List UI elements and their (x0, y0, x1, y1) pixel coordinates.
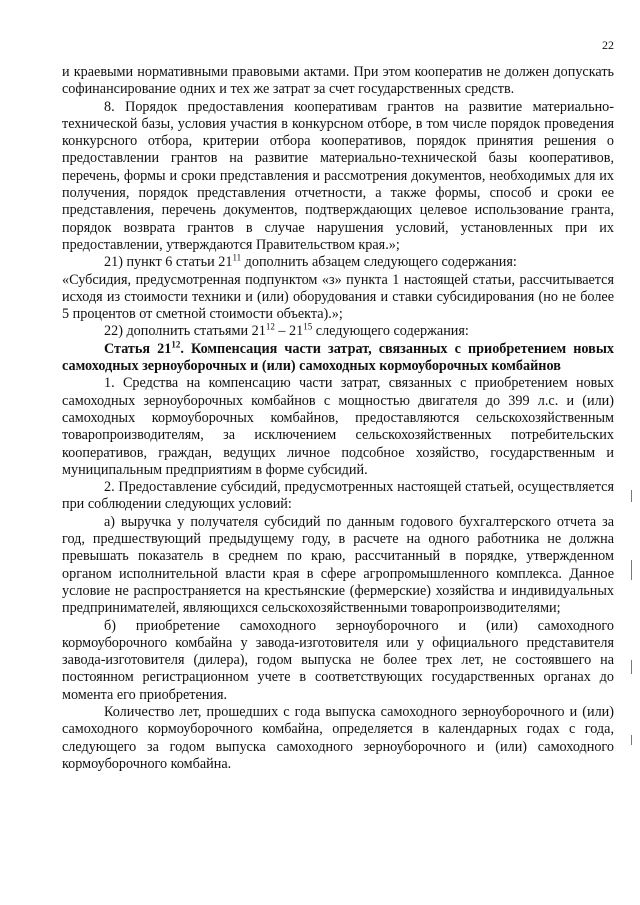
article-heading (62, 341, 614, 376)
item-22-text: 22) дополнить статьями 21 (104, 323, 266, 340)
item-22-dash: – 21 (274, 323, 304, 340)
item-21-text: 21) пункт 6 статьи 21 (104, 254, 233, 271)
paragraph-condition-b: б) приобретение самоходного зерноуборочного и (или) самоходного кормоуборочного комбайна у завода-изготовителя или у официального представителя завода-изготовителя (дилера), годом выпуска не более трех лет, не состоявшего на постоянном регистрационном учете в соответствующих государственных органах до момента его приобретения. (62, 617, 614, 703)
paragraph-condition-a: а) выручка у получателя субсидий по данным годового бухгалтерского отчета за год, предшествующий предыдущему году, в расчете на одного работника не должна превышать показатель в среднем по краю, рассчитанный в порядке, утвержденном органом исполнительной власти края в сфере агропромышленного комплекса. Данное условие не распространяется на крестьянские (фермерские) хозяйства и индивидуальных предпринимателей, являющихся сельскохозяйственными товаропроизводителями; (62, 513, 614, 617)
paragraph-subsidy-quote: «Субсидия, предусмотренная подпунктом «з» пункта 1 настоящей статьи, рассчитывается исходя из стоимости техники и (или) оборудования и ставки субсидирования (но не более 5 процентов от сметной стоимости объекта).»; (62, 271, 614, 323)
paragraph-item-8: 8. Порядок предоставления кооперативам грантов на развитие материально-технической базы, условия участия в конкурсном отборе, в том числе порядок проведения конкурсного отбора, критерии отбора кооперативов, порядок принятия решения о предоставлении грантов на развитие материально-технической базы кооперативов, перечень, формы и сроки представления и рассмотрения документов, необходимых для их получения, порядок представления отчетности, а также формы, способ и сроки ее представления, перечень документов, подтверждающих целевое использование гранта, порядок возврата грантов в случае нарушения условий, установленных при их предоставлении, утверждаются Правительством края.»; (62, 98, 614, 253)
article-heading-number: Статья 21 (104, 340, 172, 357)
paragraph-years-count: Количество лет, прошедших с года выпуска самоходного зерноуборочного и (или) самоходного кормоуборочного комбайна, определяется в календарных годах с года, следующего за годом выпуска самоходного зерноуборочного и (или) самоходного кормоуборочного комбайна. (62, 703, 614, 772)
paragraph-article-2: 2. Предоставление субсидий, предусмотренных настоящей статьей, осуществляется при соблюдении следующих условий: (62, 479, 614, 513)
scan-edge-mark (631, 560, 632, 580)
scan-edge-mark (631, 490, 632, 502)
article-heading-title: . Компенсация части затрат, связанных с приобретением новых самоходных зерноуборочных и (или) самоходных кормоуборочных комбайнов (62, 340, 614, 375)
paragraph-continuation: и краевыми нормативными правовыми актами. При этом кооператив не должен допускать софинансирование одних и тех же затрат за счет государственных средств. (62, 64, 614, 98)
item-21-text-end: дополнить абзацем следующего содержания: (241, 254, 517, 271)
item-22-superscript-1: 12 (265, 321, 275, 332)
paragraph-article-1: 1. Средства на компенсацию части затрат, связанных с приобретением новых самоходных зерноуборочных комбайнов с мощностью двигателя до 399 л.с. и (или) самоходных кормоуборочных комбайнов, предоставляются сельскохозяйственным товаропроизводителям, за исключением сельскохозяйственных потребительских кооперативов, граждан, ведущих личное подсобное хозяйство, государственным и муниципальным предприятиям в форме субсидий. (62, 375, 614, 478)
scan-edge-mark (631, 735, 632, 745)
item-22-text-end: следующего содержания: (312, 323, 469, 340)
document-body (62, 64, 614, 773)
scan-edge-mark (631, 660, 632, 674)
item-21-superscript: 11 (232, 252, 242, 263)
paragraph-item-22 (62, 323, 614, 340)
page-number: 22 (602, 38, 614, 52)
paragraph-item-21 (62, 254, 614, 271)
item-22-superscript-2: 15 (303, 321, 313, 332)
article-heading-superscript: 12 (171, 339, 181, 350)
